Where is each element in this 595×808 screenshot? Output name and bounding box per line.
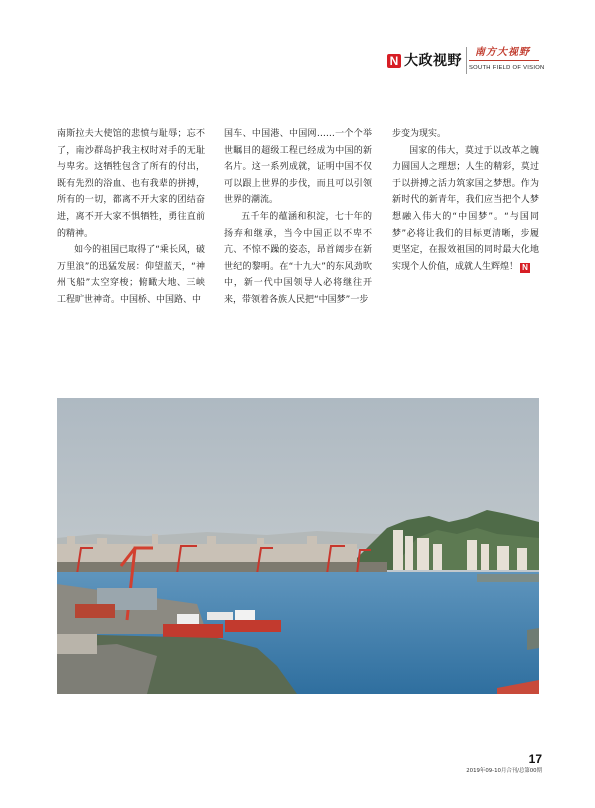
section-title: 大政视野 xyxy=(404,53,462,69)
magazine-name: 南方大视野 xyxy=(475,47,530,58)
masthead-divider xyxy=(466,47,467,74)
page-number: 17 xyxy=(528,752,542,766)
paragraph: 如今的祖国已取得了“乘长风，破万里浪”的迅猛发展：仰望蓝天，“神州飞船”太空穿梭；俯瞰大地、三峡工程旷世神奇。中国桥、中国路、中 xyxy=(57,245,205,305)
brand-logo: N xyxy=(387,54,401,68)
paragraph-text: 国家的伟大，莫过于以改革之魄力圆国人之理想；人生的精彩，莫过于以拼搏之活力筑家国之梦想。作为新时代的新青年，我们应当把个人梦想融入伟大的“中国梦”。“与国同梦”必将让我们的目标更清晰，步履更坚定，在报效祖国的同时最大化地实现个人价值，成就人生辉煌！ xyxy=(392,145,539,272)
paragraph: 南斯拉夫大使馆的悲愤与耻辱；忘不了，南沙群岛护我主权时对手的无耻与卑劣。这牺牲包含了所有的付出，既有先烈的浴血、也有我辈的拼搏，所有的一切，都离不开大家的团结奋进，离不开大家不惧牺牲，勇往直前的精神。 xyxy=(57,129,205,239)
paragraph: 国车、中国港、中国网……一个个举世瞩目的超级工程已经成为中国的新名片。这一系列成就，证明中国不仅可以跟上世界的步伐，而且可以引领世界的潮流。 xyxy=(224,129,372,206)
paragraph xyxy=(392,143,539,276)
masthead xyxy=(385,44,545,74)
article-column-2 xyxy=(224,126,372,309)
paragraph: 五千年的蕴涵和积淀，七十年的扬弃和继承，当今中国正以不卑不亢、不惊不躁的姿态，昂首阔步在新世纪的黎明。在“十九大”的东风劲吹中，新一代中国领导人必将继往开来，带领着各族人民把“中国梦”一步 xyxy=(224,211,372,305)
paragraph: 步变为现实。 xyxy=(392,129,447,139)
end-of-article-icon: N xyxy=(520,263,530,273)
article-column-1 xyxy=(57,126,205,309)
harbor-photo xyxy=(57,398,539,694)
article-column-3 xyxy=(392,126,539,275)
magazine-subtitle: SOUTH FIELD OF VISION xyxy=(469,65,545,71)
masthead-rule xyxy=(469,60,539,61)
issue-label: 2019年09-10月合刊/总第00期 xyxy=(466,768,542,774)
